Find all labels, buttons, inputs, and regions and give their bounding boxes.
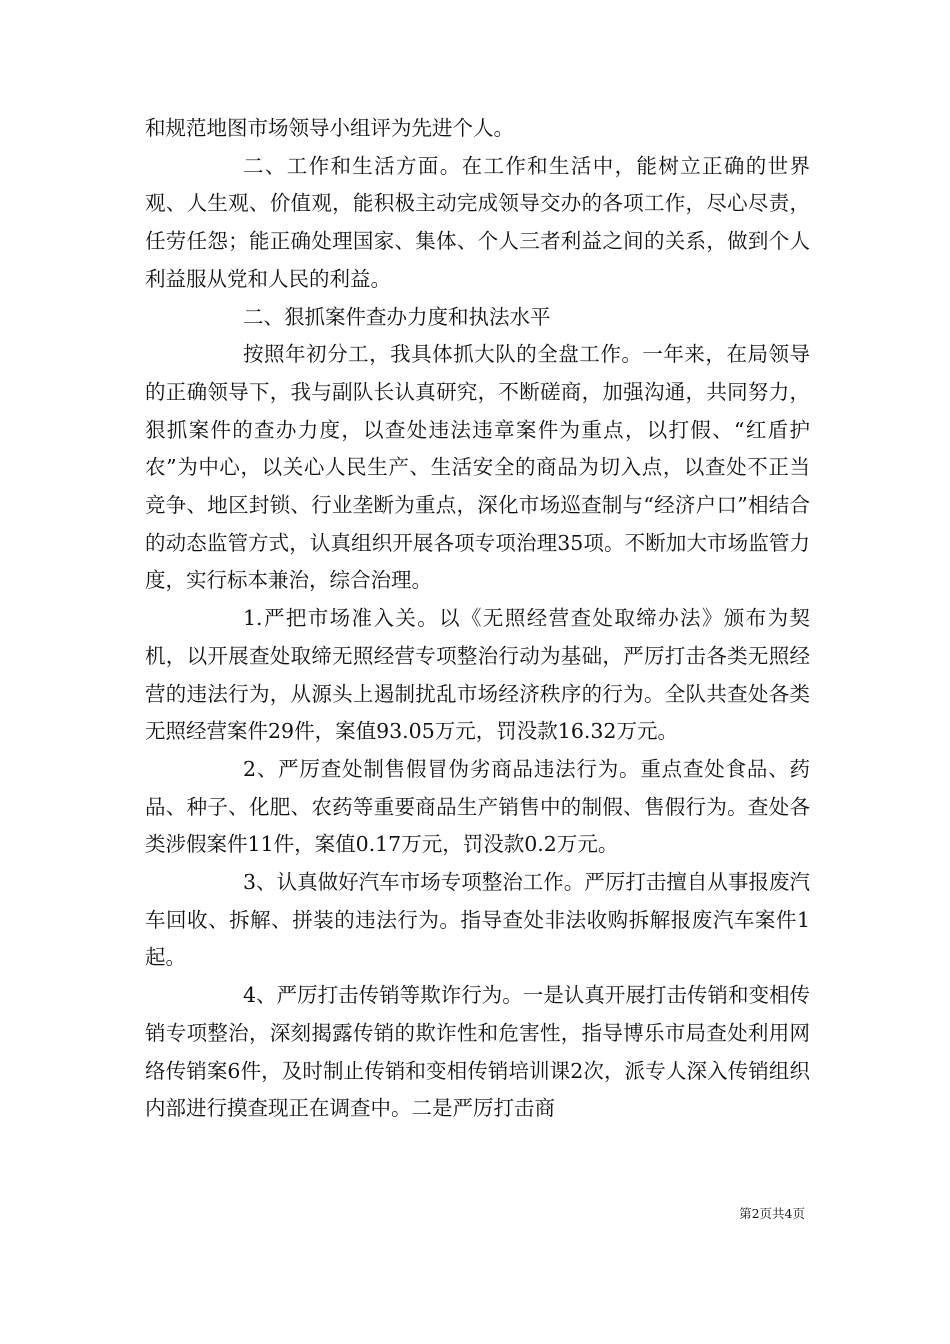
paragraph-item-3-auto-market: 3、认真做好汽车市场专项整治工作。严厉打击擅自从事报废汽车回收、拆解、拼装的违法行为。指导查处非法收购拆解报废汽车案件1起。	[145, 870, 810, 970]
paragraph-overall-work: 按照年初分工，我具体抓大队的全盘工作。一年来，在局领导的正确领导下，我与副队长认真研究，不断磋商，加强沟通，共同努力，狠抓案件的查办力度，以查处违法违章案件为重点，以打假、“红盾护农”为中心，以关心人民生产、生活安全的商品为切入点，以查处不正当竞争、地区封锁、行业垄断为重点，深化市场巡查制与“经济户口”相结合的动态监管方式，认真组织开展各项专项治理35项。不断加大市场监管力度，实行标本兼治，综合治理。	[145, 342, 810, 593]
paragraph-item-1-market-access: 1.严把市场准入关。以《无照经营查处取缔办法》颁布为契机，以开展查处取缔无照经营专项整治行动为基础，严厉打击各类无照经营的违法行为，从源头上遏制扰乱市场经济秩序的行为。全队共查处各类无照经营案件29件，案值93.05万元，罚没款16.32万元。	[145, 606, 810, 744]
paragraph-work-life: 二、工作和生活方面。在工作和生活中，能树立正确的世界观、人生观、价值观，能积极主动完成领导交办的各项工作，尽心尽责，任劳任怨；能正确处理国家、集体、个人三者利益之间的关系，做到个人利益服从党和人民的利益。	[145, 153, 810, 291]
section-heading-case-handling: 二、狠抓案件查办力度和执法水平	[243, 304, 551, 329]
paragraph-item-4-pyramid-schemes: 4、严厉打击传销等欺诈行为。一是认真开展打击传销和变相传销专项整治，深刻揭露传销的欺诈性和危害性，指导博乐市局查处利用网络传销案6件，及时制止传销和变相传销培训课2次，派专人深入传销组织内部进行摸查现正在调查中。二是严厉打击商	[145, 983, 810, 1121]
paragraph-continuation: 和规范地图市场领导小组评为先进个人。	[145, 116, 514, 140]
document-body	[145, 110, 810, 1128]
paragraph-item-2-counterfeit: 2、严厉查处制售假冒伪劣商品违法行为。重点查处食品、药品、种子、化肥、农药等重要商品生产销售中的制假、售假行为。查处各类涉假案件11件，案值0.17万元，罚没款0.2万元。	[145, 756, 810, 857]
page-number-footer: 第2页共4页	[739, 1206, 805, 1221]
